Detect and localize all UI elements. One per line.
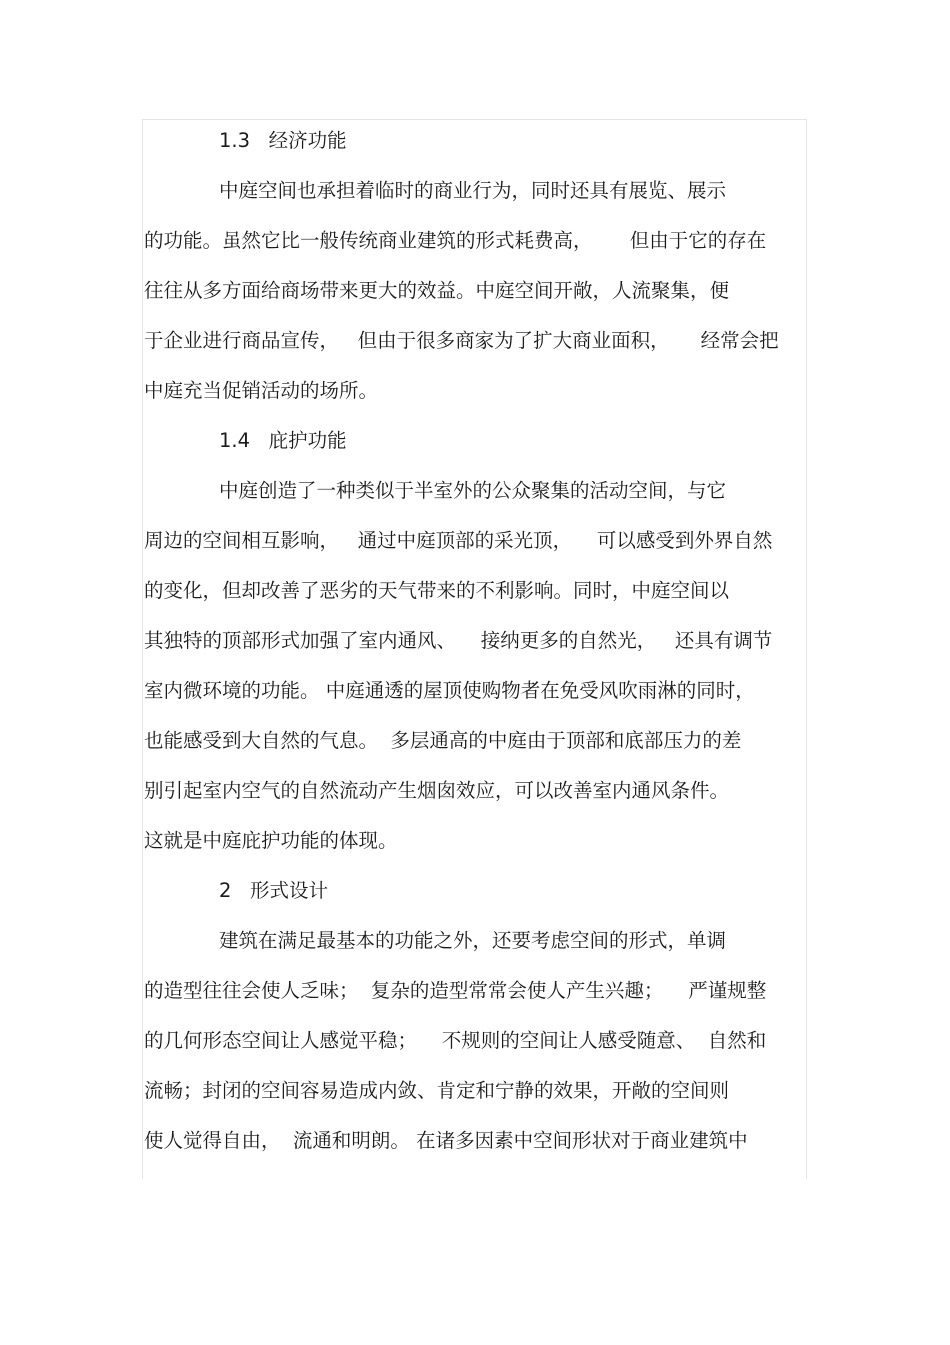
paragraph-line: 于企业进行商品宣传， 但由于很多商家为了扩大商业面积， 经常会把: [144, 329, 779, 352]
paragraph-line: 中庭充当促销活动的场所。: [144, 379, 379, 402]
paragraph-line: 也能感受到大自然的气息。 多层通高的中庭由于顶部和底部压力的差: [144, 729, 742, 752]
paragraph-line: 这就是中庭庇护功能的体现。: [144, 829, 398, 852]
section-heading-1-4: 1.4 庇护功能: [219, 429, 347, 452]
paragraph-line: 别引起室内空气的自然流动产生烟囱效应，可以改善室内通风条件。: [144, 779, 730, 802]
paragraph-line: 的造型往往会使人乏味； 复杂的造型常常会使人产生兴趣； 严谨规整: [144, 979, 767, 1002]
paragraph-line: 的功能。虽然它比一般传统商业建筑的形式耗费高， 但由于它的存在: [144, 229, 767, 252]
paragraph-line: 建筑在满足最基本的功能之外，还要考虑空间的形式，单调: [219, 929, 727, 952]
paragraph-line: 其独特的顶部形式加强了室内通风、 接纳更多的自然光， 还具有调节: [144, 629, 773, 652]
paragraph-line: 流畅；封闭的空间容易造成内敛、肯定和宁静的效果，开敞的空间则: [144, 1079, 730, 1102]
paragraph-line: 中庭创造了一种类似于半室外的公众聚集的活动空间，与它: [219, 479, 727, 502]
paragraph-line: 室内微环境的功能。 中庭通透的屋顶使购物者在免受风吹雨淋的同时，: [144, 679, 755, 702]
paragraph-line: 往往从多方面给商场带来更大的效益。中庭空间开敞，人流聚集，便: [144, 279, 730, 302]
document-body: [144, 116, 809, 1166]
paragraph-line: 周边的空间相互影响， 通过中庭顶部的采光顶， 可以感受到外界自然: [144, 529, 773, 552]
section-heading-2: 2 形式设计: [219, 879, 329, 902]
paragraph-line: 使人觉得自由， 流通和明朗。 在诸多因素中空间形状对于商业建筑中: [144, 1129, 748, 1152]
paragraph-line: 中庭空间也承担着临时的商业行为，同时还具有展览、展示: [219, 179, 727, 202]
section-heading-1-3: 1.3 经济功能: [219, 129, 347, 152]
paragraph-line: 的变化，但却改善了恶劣的天气带来的不利影响。同时，中庭空间以: [144, 579, 730, 602]
paragraph-line: 的几何形态空间让人感觉平稳； 不规则的空间让人感受随意、 自然和: [144, 1029, 767, 1052]
